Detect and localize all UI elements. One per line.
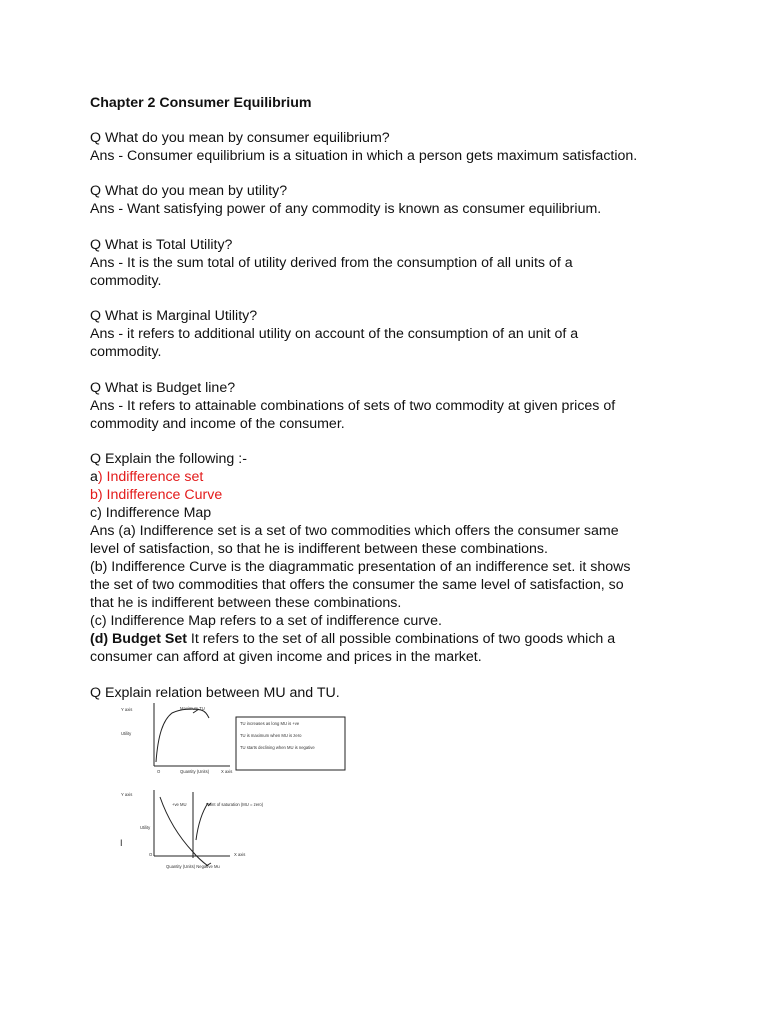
page-title: Chapter 2 Consumer Equilibrium: [90, 95, 312, 111]
question-1: Q What do you mean by consumer equilibrium?: [90, 130, 390, 146]
answer-5-line-1: Ans - It refers to attainable combinations of sets of two commodity at given prices of: [90, 398, 616, 414]
bottom-origin-label: O: [149, 852, 153, 857]
answer-6-line-8: consumer can afford at given income and prices in the market.: [90, 649, 482, 665]
question-6: Q Explain the following :-: [90, 451, 247, 467]
saturation-label: Point of saturation (MU = zero): [206, 802, 264, 807]
answer-6-line-6: (c) Indifference Map refers to a set of indifference curve.: [90, 613, 442, 629]
top-y-axis-label: Y axis: [121, 707, 133, 712]
positive-mu-label: +ve MU: [172, 802, 187, 807]
answer-4-line-2: commodity.: [90, 344, 162, 360]
answer-3-line-1: Ans - It is the sum total of utility derived from the consumption of all units of a: [90, 255, 573, 271]
item-c: c) Indifference Map: [90, 505, 212, 521]
question-3: Q What is Total Utility?: [90, 237, 233, 253]
maximum-tu-label: Maximum TU: [180, 706, 205, 711]
question-7: Q Explain relation between MU and TU.: [90, 685, 340, 701]
answer-6-line-3: (b) Indifference Curve is the diagrammatic presentation of an indifference set. it shows: [90, 559, 631, 575]
top-utility-label: Utility: [121, 731, 132, 736]
top-origin-label: O: [157, 769, 161, 774]
answer-6-line-1: Ans (a) Indifference set is a set of two commodities which offers the consumer same: [90, 523, 619, 539]
budget-set-definition: It refers to the set of all possible combinations of two goods which a: [186, 631, 616, 647]
bottom-quantity-label: Quantity (Units) Negative Mu: [166, 864, 220, 869]
top-quantity-label: Quantity (Units): [180, 769, 210, 774]
mu-rising-line: [196, 803, 208, 840]
answer-6-line-2: level of satisfaction, so that he is indifferent between these combinations.: [90, 541, 548, 557]
question-2: Q What do you mean by utility?: [90, 183, 288, 199]
answer-1: Ans - Consumer equilibrium is a situation in which a person gets maximum satisfaction.: [90, 148, 638, 164]
note-1: TU increases as long MU is +ve: [240, 721, 300, 726]
budget-set-term: (d) Budget Set: [90, 631, 187, 647]
answer-6-line-5: that he is indifferent between these combinations.: [90, 595, 402, 611]
bottom-x-axis-label: X axis: [234, 852, 246, 857]
item-b: b) Indifference Curve: [90, 487, 223, 503]
question-5: Q What is Budget line?: [90, 380, 236, 396]
bottom-tick-mark: I: [120, 838, 123, 848]
answer-6-line-4: the set of two commodities that offers the consumer the same level of satisfaction, so: [90, 577, 624, 593]
top-x-axis-label: X axis: [221, 769, 233, 774]
question-4: Q What is Marginal Utility?: [90, 308, 258, 324]
bottom-y-axis-label: Y axis: [121, 792, 133, 797]
bottom-utility-label: Utility: [140, 825, 151, 830]
note-2: TU is maximum when MU is zero: [240, 733, 302, 738]
answer-2: Ans - Want satisfying power of any commodity is known as consumer equilibrium.: [90, 201, 602, 217]
note-3: TU starts declining when MU is negative: [240, 745, 315, 750]
tu-curve: [156, 709, 209, 762]
item-a-label: ) Indifference set: [97, 469, 204, 485]
answer-3-line-2: commodity.: [90, 273, 162, 289]
item-a-prefix: a: [90, 469, 98, 485]
answer-4-line-1: Ans - it refers to additional utility on account of the consumption of an unit of a: [90, 326, 579, 342]
answer-5-line-2: commodity and income of the consumer.: [90, 416, 345, 432]
